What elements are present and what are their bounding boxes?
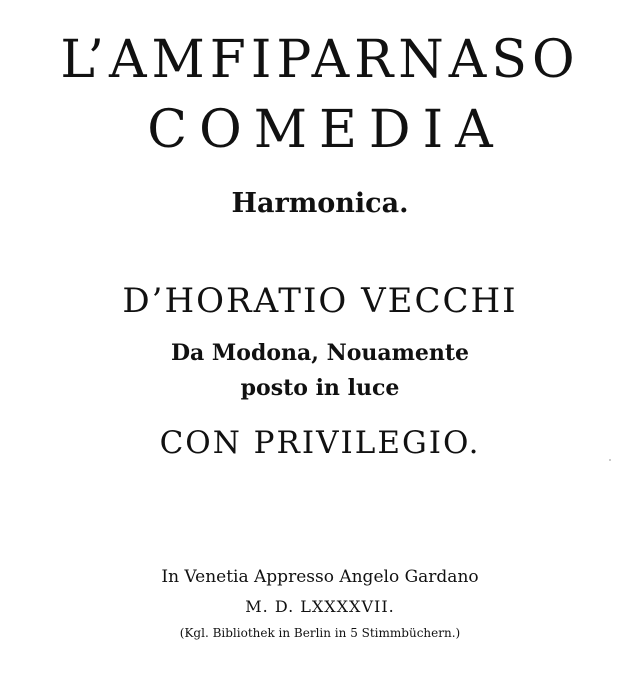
publication-year: M. D. LXXXXVII. [245,597,395,616]
subtitle-comedia: COMEDIA [147,100,505,160]
library-note: (Kgl. Bibliothek in Berlin in 5 Stimmbüchern.) [179,626,461,640]
privilege-line: CON PRIVILEGIO. [159,425,481,461]
main-title: L’AMFIPARNASO [60,30,580,90]
origin-line-2: posto in luce [240,375,400,401]
origin-line: Da Modona, Nouamente [170,340,470,366]
paper-speck [609,459,611,461]
author-line: D’HORATIO VECCHI [122,281,518,321]
publisher-line: In Venetia Appresso Angelo Gardano [161,567,479,587]
subtitle-harmonica: Harmonica. [231,188,409,219]
